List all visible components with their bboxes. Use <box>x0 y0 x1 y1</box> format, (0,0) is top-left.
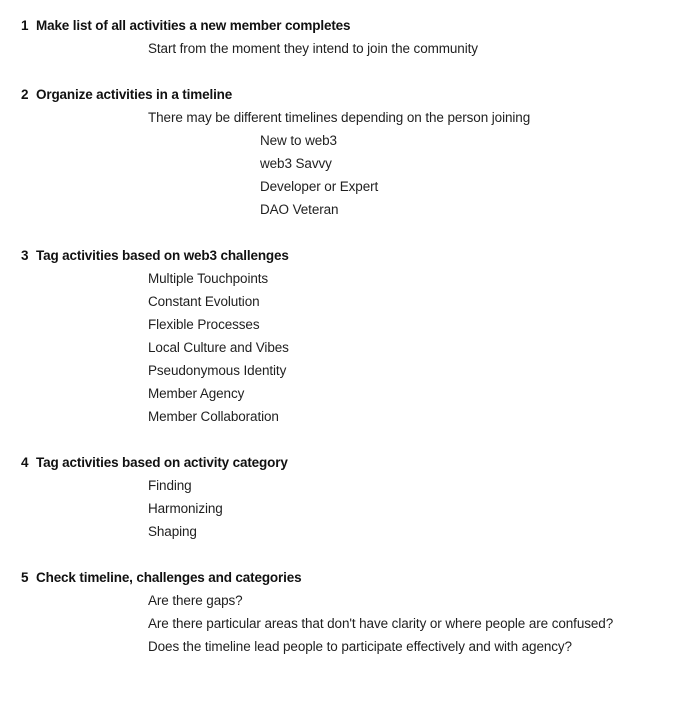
detail-line: Member Agency <box>148 386 245 401</box>
detail-line: Multiple Touchpoints <box>148 271 269 286</box>
step-heading <box>0 83 682 106</box>
step-title: Make list of all activities a new member completes <box>36 18 351 33</box>
detail-line: Shaping <box>148 524 197 539</box>
detail-line: Flexible Processes <box>148 317 260 332</box>
step-number: 3 <box>21 248 29 263</box>
step-number: 5 <box>21 570 29 585</box>
outline-section <box>0 0 682 60</box>
step-title: Organize activities in a timeline <box>36 87 233 102</box>
step-heading <box>0 451 682 474</box>
step-detail-list <box>0 106 682 221</box>
outline-section <box>0 244 682 428</box>
detail-line: Finding <box>148 478 192 493</box>
detail-line: Start from the moment they intend to join the community <box>148 41 478 56</box>
sub-detail-line: Developer or Expert <box>260 179 379 194</box>
detail-line: Local Culture and Vibes <box>148 340 289 355</box>
step-number: 1 <box>21 18 29 33</box>
step-detail-list <box>0 37 682 60</box>
detail-line: Are there particular areas that don't have clarity or where people are confused? <box>148 616 614 631</box>
step-detail-list <box>0 474 682 543</box>
sub-detail-line: New to web3 <box>260 133 337 148</box>
step-title: Tag activities based on web3 challenges <box>36 248 289 263</box>
outline-section <box>0 566 682 658</box>
step-number: 2 <box>21 87 29 102</box>
sub-detail-line: web3 Savvy <box>260 156 332 171</box>
step-heading <box>0 244 682 267</box>
sub-detail-line: DAO Veteran <box>260 202 339 217</box>
detail-line: Does the timeline lead people to participate effectively and with agency? <box>148 639 572 654</box>
outline-section <box>0 83 682 221</box>
detail-line: Constant Evolution <box>148 294 260 309</box>
step-heading <box>0 566 682 589</box>
detail-line: Pseudonymous Identity <box>148 363 287 378</box>
step-heading <box>0 14 682 37</box>
detail-line: There may be different timelines depending on the person joining <box>148 110 531 125</box>
step-title: Check timeline, challenges and categories <box>36 570 302 585</box>
step-detail-list <box>0 589 682 658</box>
step-detail-list <box>0 267 682 428</box>
detail-line: Harmonizing <box>148 501 223 516</box>
detail-line: Member Collaboration <box>148 409 279 424</box>
outline-section <box>0 451 682 543</box>
detail-line: Are there gaps? <box>148 593 243 608</box>
step-title: Tag activities based on activity category <box>36 455 288 470</box>
step-number: 4 <box>21 455 29 470</box>
